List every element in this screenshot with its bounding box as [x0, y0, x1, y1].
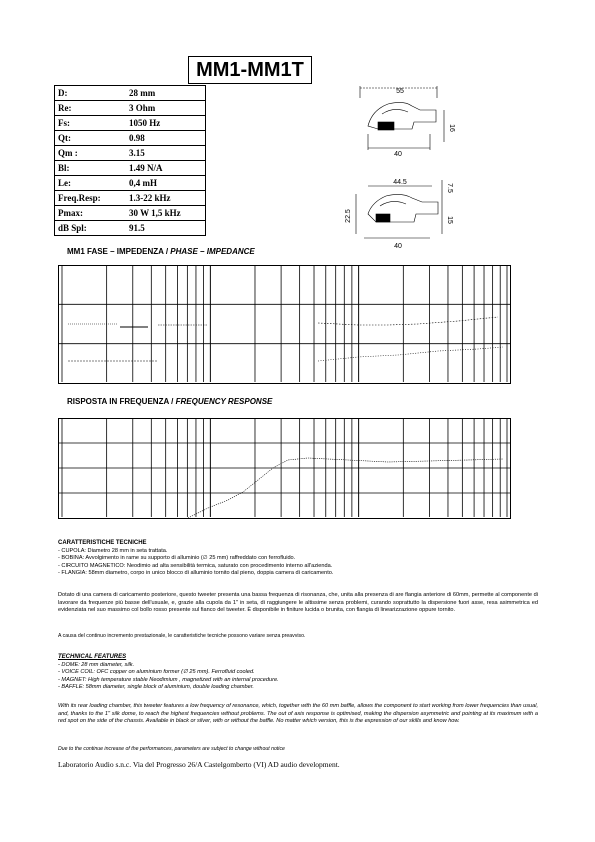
spec-label: Pmax: — [55, 206, 130, 221]
impedance-heading: MM1 FASE – IMPEDENZA / PHASE – IMPEDANCE — [67, 247, 255, 256]
tweeter-drawing — [342, 84, 455, 259]
en-line: - VOICE COIL: OFC copper on aluminium former (∅ 25 mm). Ferrofluid cooled. — [58, 669, 255, 676]
spec-label: Qt: — [55, 131, 130, 146]
spec-label: dB Spl: — [55, 221, 130, 236]
spec-row — [55, 191, 206, 206]
en-note: Due to the continue increase of the performances, parameters are subject to change without notice — [58, 746, 285, 752]
spec-label: D: — [58, 88, 68, 98]
spec-row — [55, 101, 206, 116]
spec-value: 1.49 N/A — [129, 161, 206, 176]
en-line: - MAGNET: High temperature stable Neodimium , magnetized with an internal procedure. — [58, 676, 279, 683]
it-paragraph: Dotato di una camera di caricamento posteriore, questo tweeter presenta una bassa frequenza di risonanza, che, unita alla presenza di are flangia anteriore di 60mm, permette al componente di lavorare da frequenze più basse dell'usuale, e, grazie alla cupola da 1" in seta, di raggiungere le altissime senza problemi, curando soprattutto la dispersione fuori asse, resa asimmetrica ed evidenziata nel suo massimo col bollo rosso presente sul fianco del tweeter. È disponibile in finiture lucida o brunita, con flangia di linearizzazione oppure tornito. — [58, 592, 538, 614]
it-note: A causa del continuo incremento prestazionale, le caratteristiche tecniche possono variare senza preavviso. — [58, 633, 306, 639]
spec-value: 0,4 mH — [129, 176, 206, 191]
dim-bottom-right-bottom: 15 — [446, 216, 453, 224]
it-line: - CIRCUITO MAGNETICO: Neodimio ad alta sensibilità termica, saturato con procedimento interno all'azienda. — [58, 562, 333, 569]
spec-value: 1050 Hz — [129, 116, 206, 131]
dim-bottom-base: 40 — [394, 243, 402, 250]
it-features — [58, 540, 538, 578]
dim-top-width: 55 — [396, 88, 404, 95]
spec-label: Freq.Resp: — [55, 191, 130, 206]
spec-label: Bl: — [55, 161, 130, 176]
en-line: - DOME: 28 mm diameter, silk. — [58, 661, 135, 668]
en-paragraph: With its rear loading chamber, this tweeter features a low frequency of resonance, which, together with the 60 mm baffle, allows the component to start working from lower frequencies than usual, and, thanks to the 1" silk dome, to reach the highest frequencies without problems. The out of axis response is optimised, making the dispersion asymmetric and pointing at its maximum with a red spot on the side of the chassis. Available in black or silver, with or without the baffle. No matter which version, this is the expression of our skills and know how. — [58, 703, 539, 725]
spec-value: 3 Ohm — [129, 101, 206, 116]
frequency-response-graph — [58, 418, 511, 520]
dim-bottom-left: 22.5 — [345, 209, 352, 223]
spec-value: 1.3-22 kHz — [129, 191, 206, 206]
dim-bottom-width: 44.5 — [393, 179, 407, 186]
dim-top-base: 40 — [394, 151, 402, 158]
spec-row — [55, 176, 206, 191]
spec-value: 3.15 — [129, 146, 206, 161]
response-heading: RISPOSTA IN FREQUENZA / FREQUENCY RESPONSE — [67, 397, 273, 406]
en-heading: TECHNICAL FEATURES — [58, 654, 127, 660]
spec-label: Qm : — [55, 146, 130, 161]
dim-bottom-right-top: 7.5 — [446, 183, 453, 193]
model-title: MM1-MM1T — [188, 56, 312, 84]
spec-value: 0.98 — [129, 131, 206, 146]
spec-row — [55, 86, 206, 101]
it-line: - BOBINA: Avvolgimento in rame su supporto di alluminio (∅ 25 mm) raffreddato con ferrofluido. — [58, 555, 296, 562]
it-heading: CARATTERISTICHE TECNICHE — [58, 540, 147, 546]
spec-value: 28 mm — [129, 88, 156, 98]
spec-value: 30 W 1,5 kHz — [129, 206, 206, 221]
spec-value: 91.5 — [129, 221, 206, 236]
spec-row — [55, 146, 206, 161]
it-line: - FLANGIA: 58mm diametro, corpo in unico blocco di alluminio tornito dal pieno, doppia camera di caricamento. — [58, 570, 334, 577]
impedance-graph — [58, 265, 511, 385]
specs-table — [54, 85, 206, 236]
spec-row — [55, 161, 206, 176]
spec-row — [55, 221, 206, 236]
dim-top-height: 16 — [448, 124, 455, 132]
spec-label: Re: — [55, 101, 130, 116]
spec-row — [55, 116, 206, 131]
spec-row — [55, 131, 206, 146]
en-features — [58, 654, 538, 692]
it-line: - CUPOLA: Diametro 28 mm in seta trattata. — [58, 547, 168, 554]
en-line: - BAFFLE: 58mm diameter, single block of aluminium, double loading chamber. — [58, 684, 254, 691]
spec-label: Fs: — [55, 116, 130, 131]
spec-label: Le: — [55, 176, 130, 191]
spec-row — [55, 206, 206, 221]
footer-address: Laboratorio Audio s.n.c. Via del Progresso 26/A Castelgomberto (VI) AD audio development. — [58, 760, 340, 769]
